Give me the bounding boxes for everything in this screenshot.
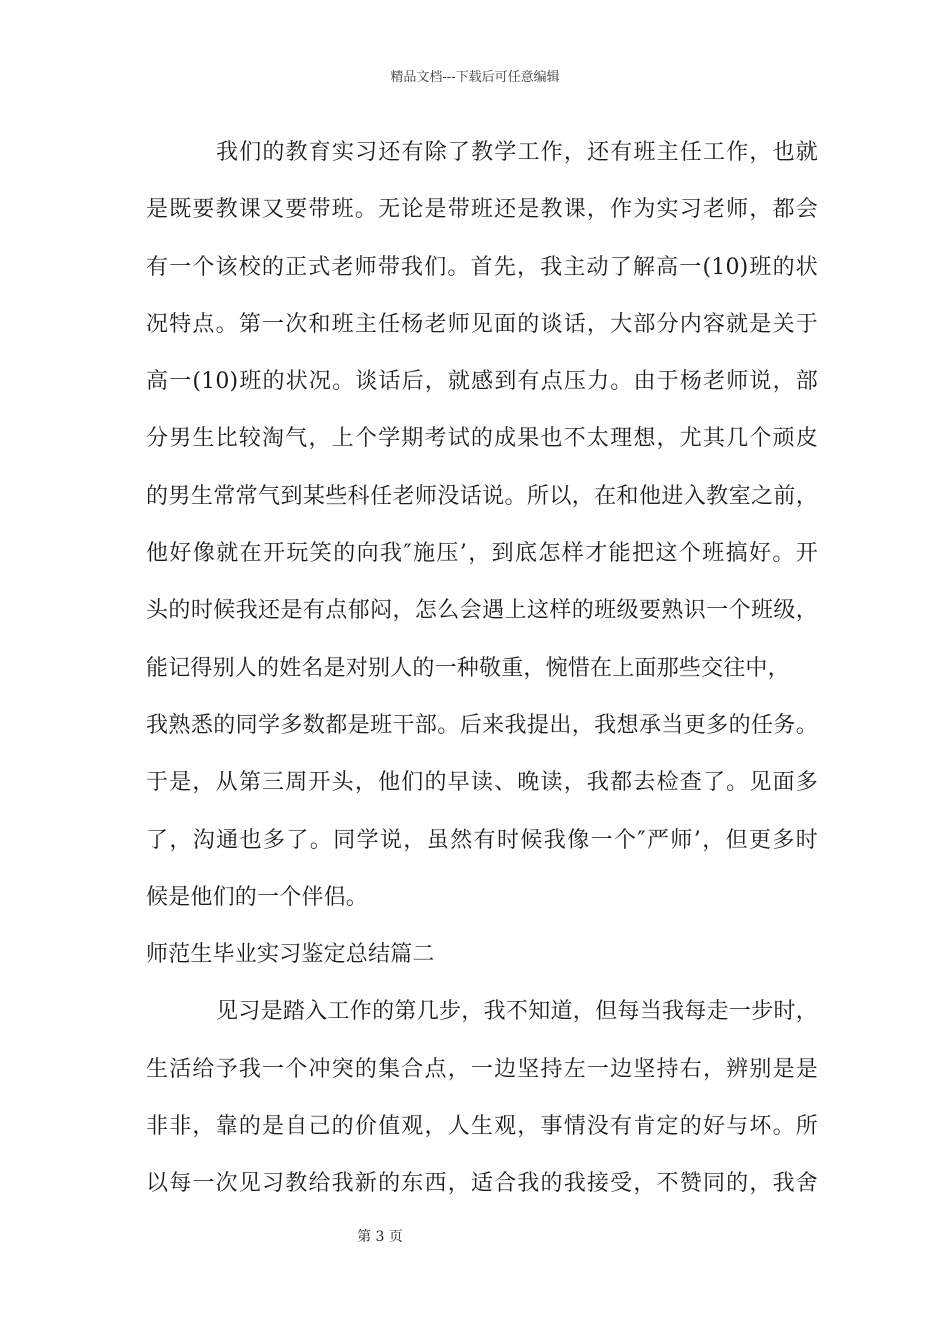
- paragraph-line: 了，沟通也多了。同学说，虽然有时候我像一个″严师’，但更多时: [146, 827, 818, 853]
- paragraph-line: 有一个该校的正式老师带我们。首先，我主动了解高一(10)班的状: [146, 254, 818, 280]
- paragraph-line: 是既要教课又要带班。无论是带班还是教课，作为实习老师，都会: [146, 197, 818, 223]
- paragraph-line: 分男生比较淘气，上个学期考试的成果也不太理想，尤其几个顽皮: [146, 426, 818, 452]
- paragraph-line: 况特点。第一次和班主任杨老师见面的谈话，大部分内容就是关于: [146, 311, 818, 337]
- page-number: 第 3 页: [357, 1229, 403, 1245]
- paragraph-line: 非非，靠的是自己的价值观，人生观，事情没有肯定的好与坏。所: [146, 1114, 818, 1140]
- paragraph-line: 于是，从第三周开头，他们的早读、晚读，我都去检查了。见面多: [146, 770, 818, 796]
- paragraph-line: 他好像就在开玩笑的向我″施压’，到底怎样才能把这个班搞好。开: [146, 541, 818, 567]
- document-body: [146, 124, 818, 1213]
- paragraph-line: 头的时候我还是有点郁闷，怎么会遇上这样的班级要熟识一个班级，: [146, 598, 818, 624]
- paragraph-line: 能记得别人的姓名是对别人的一种敬重，惋惜在上面那些交往中，: [146, 655, 790, 681]
- section-heading: 师范生毕业实习鉴定总结篇二: [146, 942, 435, 968]
- paragraph-line: 高一(10)班的状况。谈话后，就感到有点压力。由于杨老师说，部: [146, 369, 818, 395]
- paragraph-line: 我们的教育实习还有除了教学工作，还有班主任工作，也就: [216, 140, 818, 165]
- paragraph-line: 生活给予我一个冲突的集合点，一边坚持左一边坚持右，辨别是是: [146, 1056, 818, 1082]
- paragraph-line: 见习是踏入工作的第几步，我不知道，但每当我每走一步时，: [216, 999, 818, 1025]
- paragraph-line: 的男生常常气到某些科任老师没话说。所以，在和他进入教室之前，: [146, 483, 818, 509]
- paragraph-line: 我熟悉的同学多数都是班干部。后来我提出，我想承当更多的任务。: [146, 712, 818, 738]
- page-header: 精品文档---下载后可任意编辑: [390, 70, 560, 85]
- paragraph-line: 候是他们的一个伴侣。: [146, 884, 369, 910]
- paragraph-line: 以每一次见习教给我新的东西，适合我的我接受，不赞同的，我舍: [146, 1171, 818, 1197]
